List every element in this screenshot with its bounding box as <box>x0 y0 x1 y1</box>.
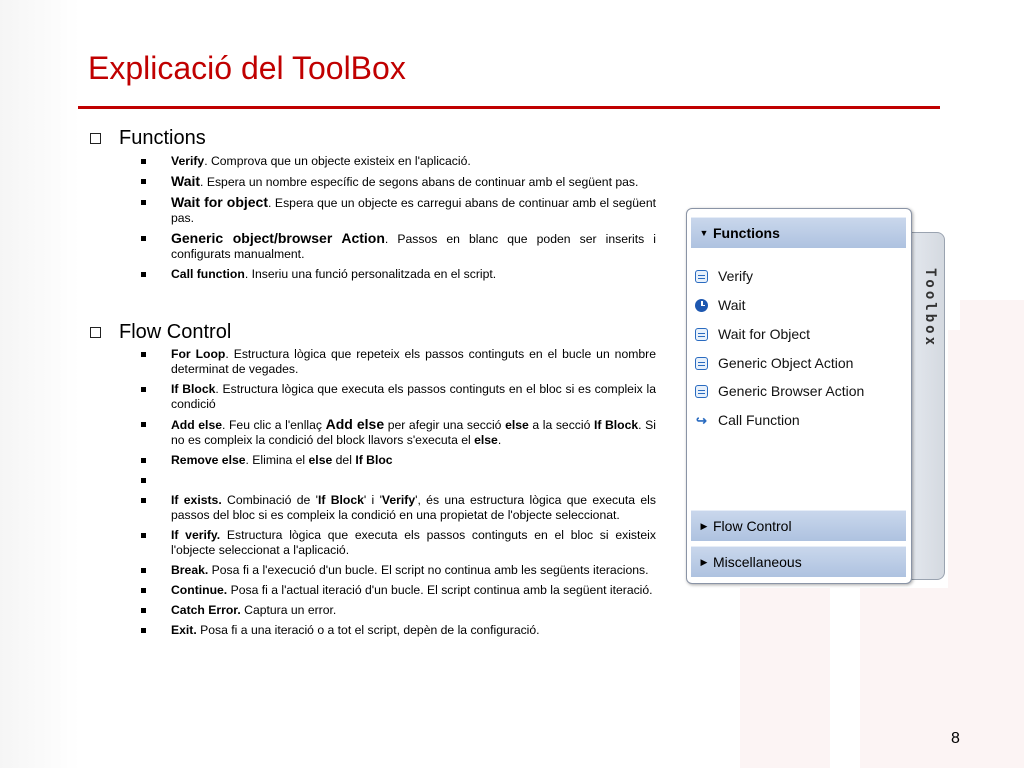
item-desc: Posa fi a l'actual iteració d'un bucle. El script continua amb la següent iteració. <box>227 583 653 597</box>
item-name: Break. <box>171 563 209 577</box>
list-item <box>138 623 656 638</box>
square-bullet-icon <box>90 133 101 144</box>
message-icon <box>695 385 708 398</box>
text: ' i ' <box>363 493 382 507</box>
item-name: If verify. <box>171 528 221 542</box>
toolbox-item-label: Wait <box>718 297 746 313</box>
text: else <box>474 433 498 447</box>
watermark-shape <box>960 300 1024 768</box>
text: If Block <box>593 418 639 432</box>
item-desc: . Inseriu una funció personalitzada en el script. <box>244 267 497 281</box>
toolbox-item-verify[interactable] <box>695 268 753 284</box>
flow-control-group-label: Flow Control <box>713 518 792 534</box>
item-name: For Loop <box>171 347 226 361</box>
toolbox-item-label: Generic Object Action <box>718 355 854 371</box>
item-desc: . Comprova que un objecte existeix en l'aplicació. <box>204 154 471 168</box>
list-item <box>138 583 656 598</box>
call-arrow-icon: ↪ <box>696 412 707 428</box>
item-name: Remove else <box>171 453 246 467</box>
toolbox-item-generic-object-action[interactable] <box>695 355 853 371</box>
functions-list <box>138 154 656 287</box>
text: a la secció <box>528 418 594 432</box>
item-desc: Estructura lògica que executa els passos continguts en el bloc si existeix l'objecte seleccionat a l'aplicació. <box>171 528 656 557</box>
item-name: Continue. <box>171 583 228 597</box>
text: else <box>505 418 529 432</box>
item-desc: . Estructura lògica que repeteix els passos continguts en el bucle un nombre determinat de vegades. <box>171 347 657 376</box>
item-name: Generic object/browser Action <box>171 230 385 246</box>
list-item <box>138 347 656 377</box>
item-desc: . Estructura lògica que executa els passos continguts en el bloc si es compleix la condició <box>171 382 656 411</box>
functions-heading-label: Functions <box>119 127 206 149</box>
item-name: Wait for object <box>171 194 269 210</box>
message-icon <box>695 328 708 341</box>
clock-icon <box>695 299 708 312</box>
list-item <box>138 195 656 226</box>
list-item <box>138 154 656 169</box>
item-desc: Posa fi a una iteració o a tot el script, depèn de la configuració. <box>196 623 540 637</box>
text: per afegir una secció <box>384 418 506 432</box>
item-desc: . Passos en blanc que poden ser inserits i configurats manualment. <box>171 232 656 261</box>
text: del <box>332 453 356 467</box>
item-name: If Block <box>171 382 216 396</box>
list-item <box>138 417 656 448</box>
functions-group-header[interactable] <box>691 217 906 248</box>
toolbox-item-wait[interactable] <box>695 297 745 313</box>
toolbox-item-label: Call Function <box>718 412 800 428</box>
toolbox-tab-label: Toolbox <box>922 268 938 349</box>
text: . Elimina el <box>245 453 309 467</box>
text: Combinació de ' <box>221 493 318 507</box>
item-name: Exit. <box>171 623 197 637</box>
collapsed-triangle-icon: ▶ <box>700 556 708 567</box>
flow-control-heading-label: Flow Control <box>119 321 232 343</box>
text: . Si no es compleix la condició del block llavors s'executa el <box>171 418 656 447</box>
flow-control-group-header[interactable] <box>691 510 906 541</box>
page-title: Explicació del ToolBox <box>88 50 406 86</box>
text: . Feu clic a l'enllaç <box>222 418 326 432</box>
list-item <box>138 493 656 523</box>
add-else-link: Add else <box>325 416 385 432</box>
toolbox-item-label: Wait for Object <box>718 326 811 342</box>
spacer <box>138 473 656 488</box>
text: Verify <box>381 493 416 507</box>
toolbox-screenshot <box>686 206 948 588</box>
item-desc: Captura un error. <box>240 603 337 617</box>
item-name: Call function <box>171 267 245 281</box>
functions-heading <box>90 127 206 150</box>
watermark-left-strip <box>0 0 80 768</box>
collapsed-triangle-icon: ▶ <box>700 520 708 531</box>
functions-group-label: Functions <box>713 225 780 241</box>
item-name: Verify <box>171 154 205 168</box>
miscellaneous-group-label: Miscellaneous <box>713 554 802 570</box>
square-bullet-icon <box>90 327 101 338</box>
list-item <box>138 528 656 558</box>
item-name: Wait <box>171 173 201 189</box>
list-item <box>138 563 656 578</box>
text: If Bloc <box>355 453 393 467</box>
item-desc: Posa fi a l'execució d'un bucle. El script no continua amb les següents iteracions. <box>208 563 649 577</box>
text: . <box>497 433 502 447</box>
toolbox-item-label: Generic Browser Action <box>718 383 865 399</box>
list-item <box>138 603 656 618</box>
toolbox-item-wait-for-object[interactable] <box>695 326 810 342</box>
list-item <box>138 267 656 282</box>
flow-control-heading <box>90 321 231 344</box>
toolbox-panel <box>686 208 912 584</box>
list-item <box>138 174 656 190</box>
text: else <box>308 453 333 467</box>
message-icon <box>695 270 708 283</box>
list-item <box>138 382 656 412</box>
toolbox-item-label: Verify <box>718 268 754 284</box>
page-number: 8 <box>951 730 960 747</box>
toolbox-item-call-function[interactable] <box>695 412 800 428</box>
expanded-triangle-icon: ▼ <box>699 228 709 238</box>
list-item <box>138 231 656 262</box>
item-desc: . Espera un nombre específic de segons abans de continuar amb el següent pas. <box>200 175 639 189</box>
miscellaneous-group-header[interactable] <box>691 546 906 577</box>
text: If Block <box>317 493 364 507</box>
toolbox-item-generic-browser-action[interactable] <box>695 383 864 399</box>
item-name: If exists. <box>171 493 222 507</box>
item-name: Add else <box>171 418 222 432</box>
message-icon <box>695 357 708 370</box>
item-desc: . Espera que un objecte es carregui abans de continuar amb el següent pas. <box>171 196 657 225</box>
list-item <box>138 453 656 468</box>
text: ', és una estructura lògica que executa els passos del bloc si es compleix la condició en una propietat de l'objecte seleccionat. <box>171 493 656 522</box>
title-divider <box>78 106 940 109</box>
flow-control-list <box>138 347 656 643</box>
item-name: Catch Error. <box>171 603 241 617</box>
